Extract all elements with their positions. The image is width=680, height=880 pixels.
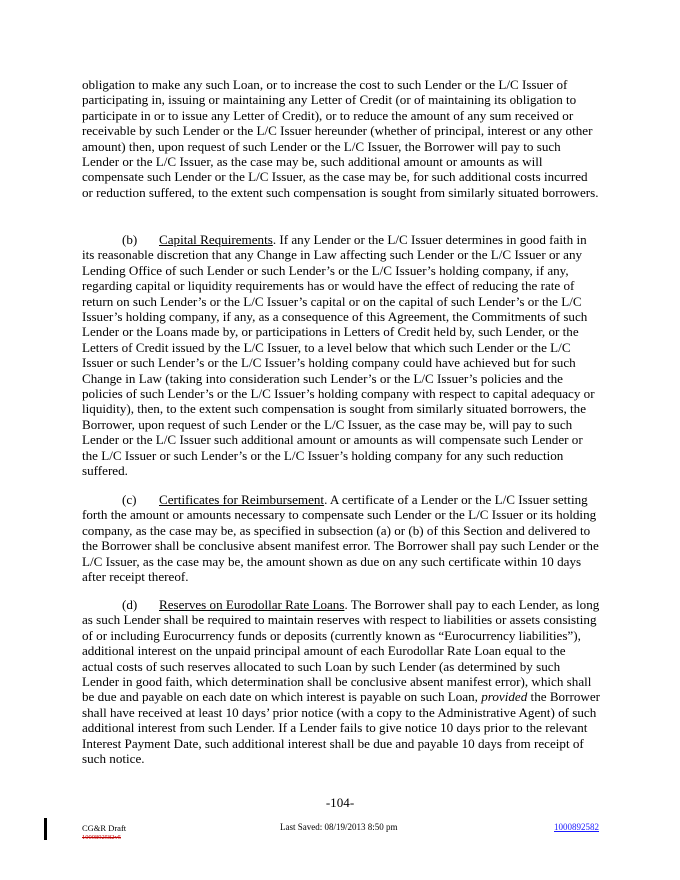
page-number: -104- [325,795,355,810]
clause-text-d-italic: provided [481,689,528,705]
footer-deleted-doc-id: 1000892582v5 [82,834,121,841]
footer-last-saved: Last Saved: 08/19/2013 8:50 pm [280,822,398,832]
footer-doc-id-link[interactable]: 1000892582 [554,822,599,832]
paragraph-reserves-eurodollar [82,597,600,766]
clause-heading-capital-requirements: Capital Requirements [159,232,273,247]
paragraph-capital-requirements [82,232,600,479]
paragraph-continuation: obligation to make any such Loan, or to increase the cost to such Lender or the L/C Issuer of participating in, issuing or maintaining any Letter of Credit (or of maintaining its obligation to participate in or to issue any Letter of Credit), or to reduce the amount of any sum received or receivable by such Lender or the L/C Issuer hereunder (whether of principal, interest or any other amount) then, upon request of such Lender or the L/C Issuer, the Borrower will pay to such Lender or the L/C Issuer, as the case may be, such additional amount or amounts as will compensate such Lender or the L/C Issuer, as the case may be, for such additional costs incurred or reduction suffered, to the extent such compensation is sought from similarly situated borrowers. [82,77,599,200]
footer-draft-text: CG&R Draft [82,823,127,833]
clause-text-d-2: the Borrower shall have received at least 10 days’ prior notice (with a copy to the Administrative Agent) of such additional interest from such Lender. If a Lender fails to give notice 10 days prior to the relevant Interest Payment Date, such additional interest shall be due and payable 10 days from receipt of such notice. [82,689,601,767]
footer-draft-label [82,823,126,841]
clause-text-c: . A certificate of a Lender or the L/C Issuer setting forth the amount or amounts necessary to compensate such Lender or the L/C Issuer or its holding company, as the case may be, as specified in subsection (a) or (b) of this Section and delivered to the Borrower shall be conclusive absent manifest error. The Borrower shall pay such Lender or the L/C Issuer, as the case may be, the amount shown as due on any such certificate within 10 days after receipt thereof. [82,492,599,585]
clause-heading-certificates: Certificates for Reimbursement [159,492,325,507]
clause-text-d-1: . The Borrower shall pay to each Lender, as long as such Lender shall be required to maintain reserves with respect to liabilities or assets consisting of or including Eurocurrency funds or deposits (currently known as “Eurocurrency liabilities”), additional interest on the unpaid principal amount of each Eurodollar Rate Loan equal to the actual costs of such reserves allocated to such Loan by such Lender (as determined by such Lender in good faith, which determination shall be conclusive absent manifest error), which shall be due and payable on each date on which interest is payable on such Loan, [82,597,600,705]
revision-change-bar [44,818,47,840]
clause-number-d: (d) [122,597,138,612]
clause-number-c: (c) [122,492,137,507]
clause-text-b: . If any Lender or the L/C Issuer determines in good faith in its reasonable discretion that any Change in Law affecting such Lender or the L/C Issuer or any Lending Office of such Lender or such Lender’s or the L/C Issuer’s holding company, if any, regarding capital or liquidity requirements has or would have the effect of reducing the rate of return on such Lender’s or the L/C Issuer’s capital or on the capital of such Lender’s or the L/C Issuer’s holding company, if any, as a consequence of this Agreement, the Commitments of such Lender or the Loans made by, or participations in Letters of Credit held by, such Lender, or the Letters of Credit issued by the L/C Issuer, to a level below that which such Lender or the L/C Issuer or such Lender’s or the L/C Issuer’s holding company could have achieved but for such Change in Law (taking into consideration such Lender’s or the L/C Issuer’s policies and the policies of such Lender’s or the L/C Issuer’s holding company with respect to capital adequacy or liquidity), then, to the extent such compensation is sought from similarly situated borrowers, the Borrower, upon request of such Lender or the L/C Issuer, as the case may be, will pay to such Lender or the L/C Issuer such additional amount or amounts as will compensate such Lender or the L/C Issuer or such Lender’s or the L/C Issuer’s holding company for any such reduction suffered. [82,232,595,479]
paragraph-certificates-for-reimbursement [82,492,600,584]
clause-number-b: (b) [122,232,138,247]
clause-heading-reserves: Reserves on Eurodollar Rate Loans [159,597,345,612]
